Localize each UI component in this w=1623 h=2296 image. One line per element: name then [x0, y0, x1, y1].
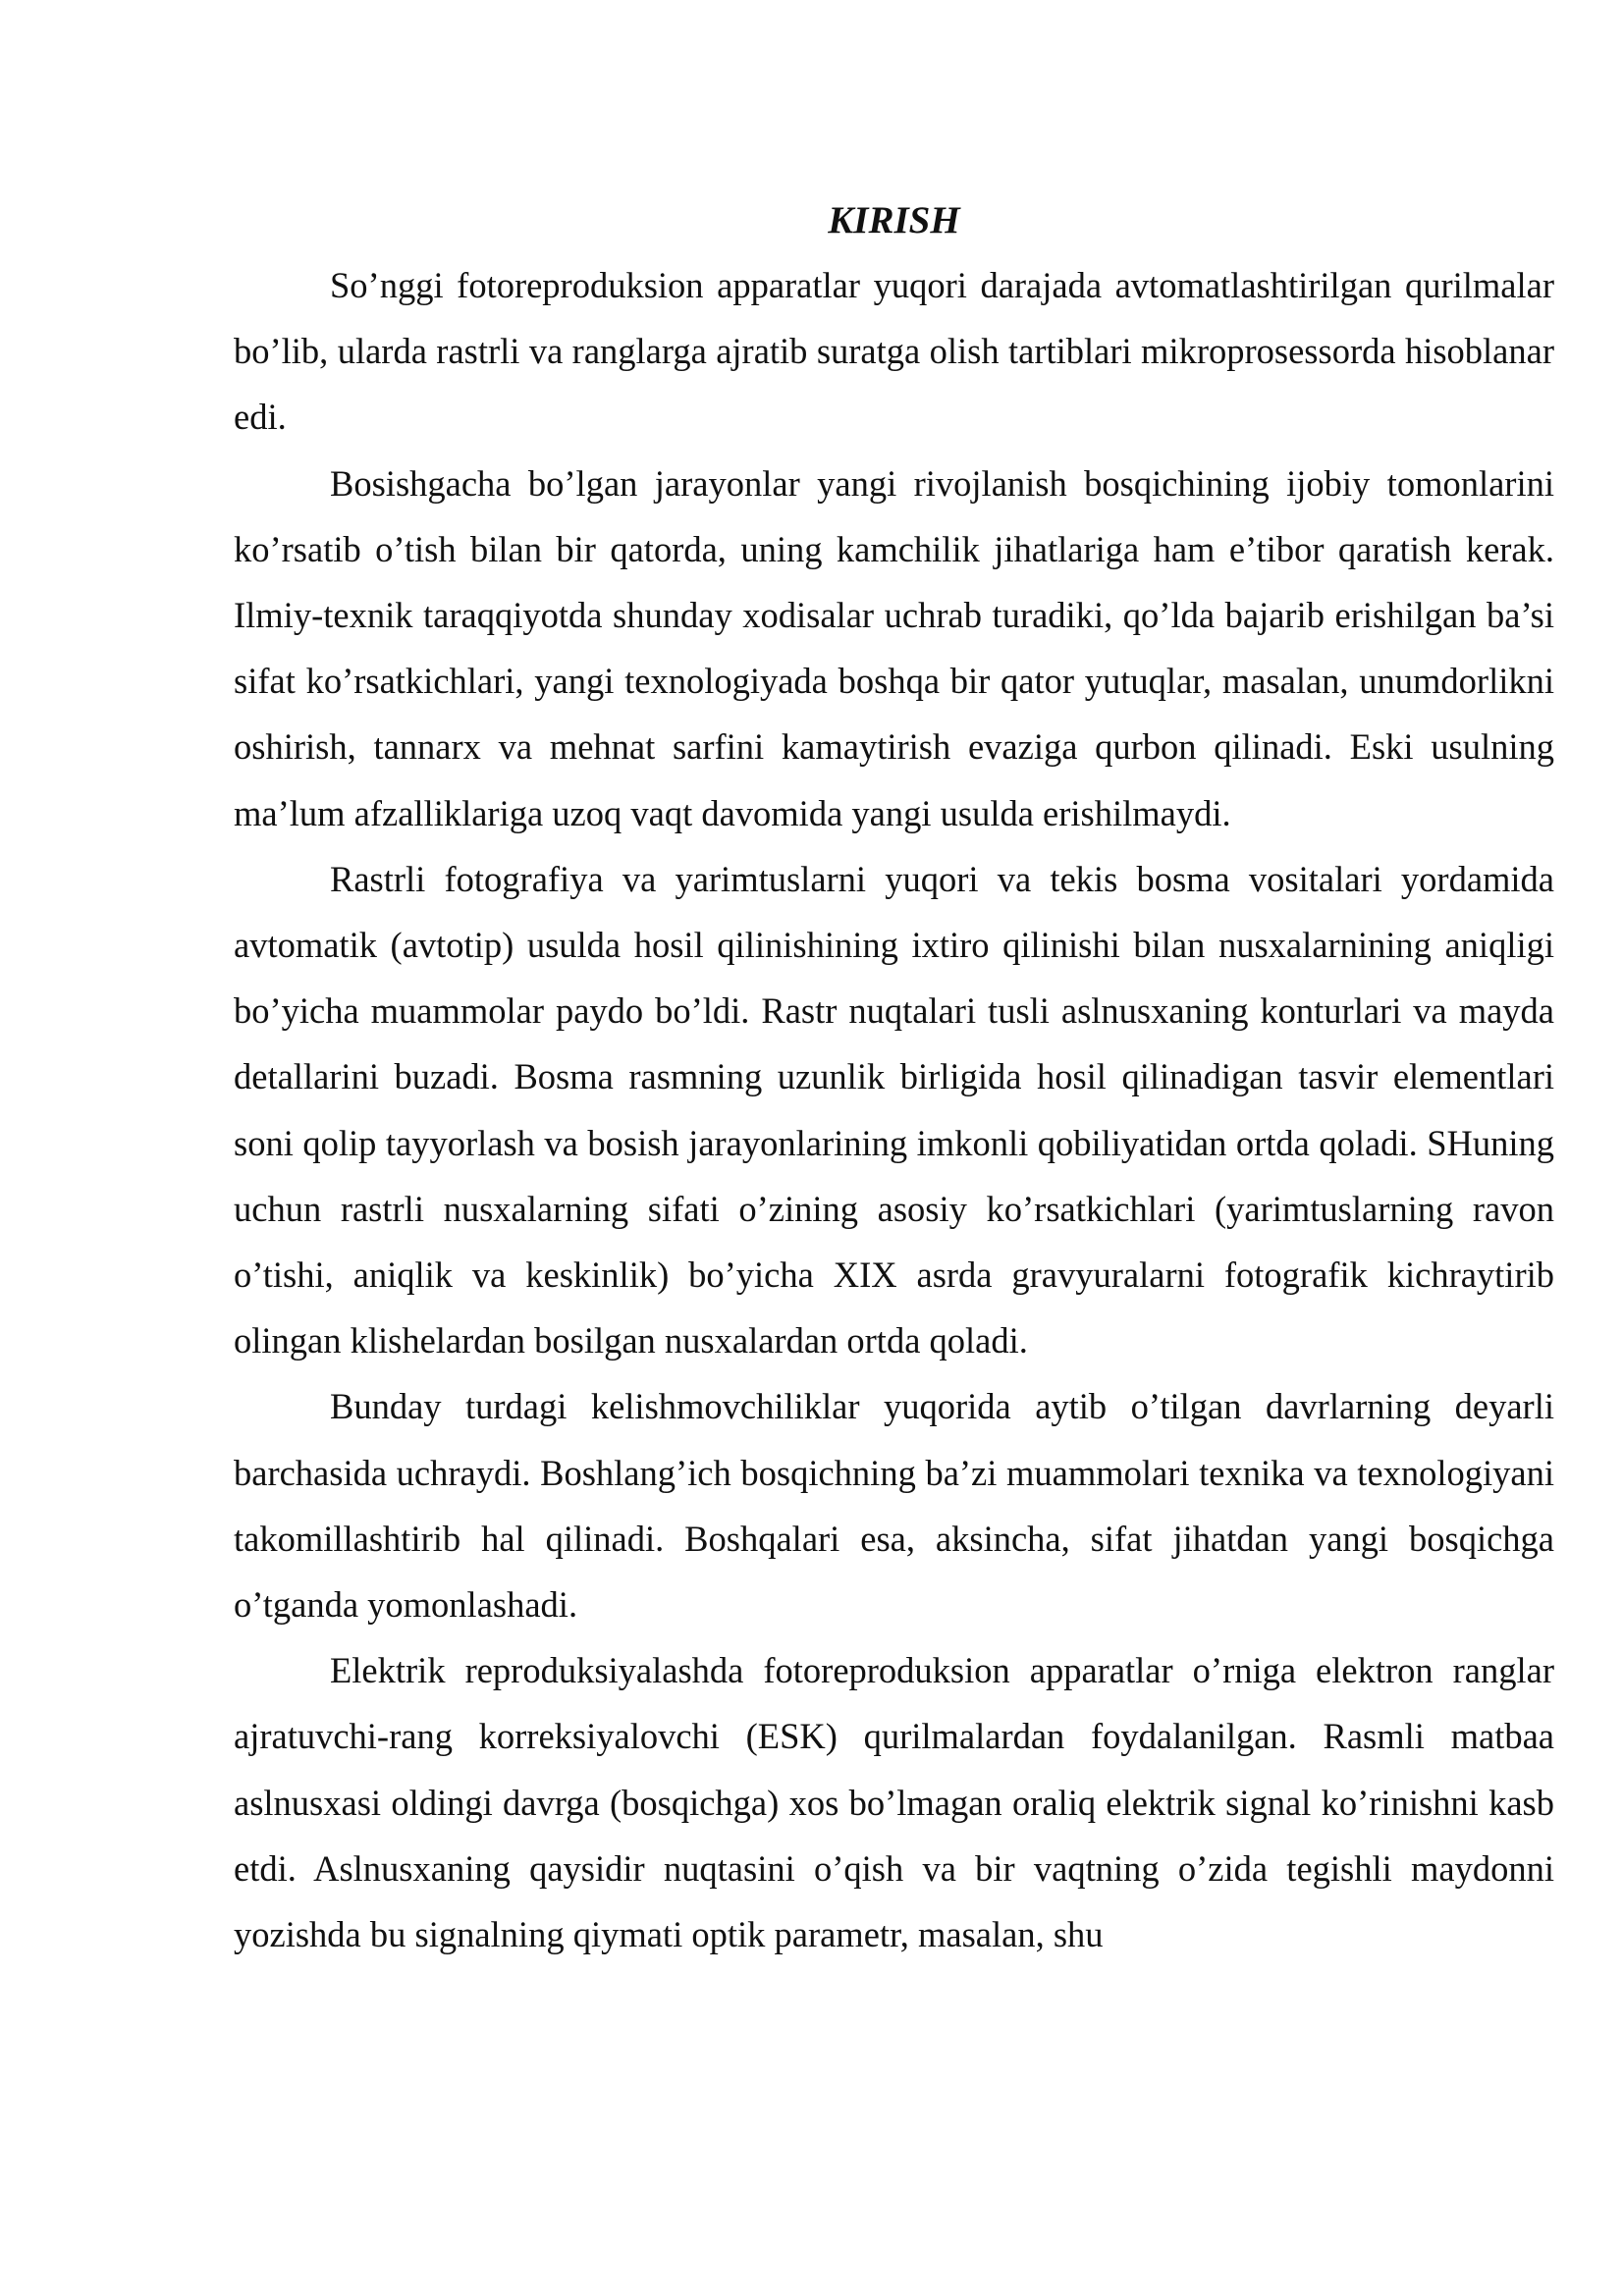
document-page — [234, 191, 1554, 1967]
paragraph: Elektrik reproduksiyalashda fotoreproduksion apparatlar o’rniga elektron ranglar ajratuvchi-rang korreksiyalovchi (ESK) qurilmalardan foydalanilgan. Rasmli matbaa aslnusxasi oldingi davrga (bosqichga) xos bo’lmagan oraliq elektrik signal ko’rinishni kasb etdi. Aslnusxaning qaysidir nuqtasini o’qish va bir vaqtning o’zida tegishli maydonni yozishda bu signalning qiymati optik parametr, masalan, shu — [234, 1650, 1554, 1955]
paragraph: Bosishgacha bo’lgan jarayonlar yangi rivojlanish bosqichining ijobiy tomonlarini ko’rsatib o’tish bilan bir qatorda, uning kamchilik jihatlariga ham e’tibor qaratish kerak. Ilmiy-texnik taraqqiyotda shunday xodisalar uchrab turadiki, qo’lda bajarib erishilgan ba’si sifat ko’rsatkichlari, yangi texnologiyada boshqa bir qator yutuqlar, masalan, unumdorlikni oshirish, tannarx va mehnat sarfini kamaytirish evaziga qurbon qilinadi. Eski usulning ma’lum afzalliklariga uzoq vaqt davomida yangi usulda erishilmaydi. — [234, 462, 1554, 833]
section-title: KIRISH — [828, 199, 960, 241]
paragraph: So’nggi fotoreproduksion apparatlar yuqori darajada avtomatlashtirilgan qurilmalar bo’lib, ularda rastrli va ranglarga ajratib suratga olish tartiblari mikroprosessorda hisoblanar edi. — [234, 265, 1554, 438]
paragraph: Rastrli fotografiya va yarimtuslarni yuqori va tekis bosma vositalari yordamida avtomatik (avtotip) usulda hosil qilinishining ixtiro qilinishi bilan nusxalarnining aniqligi bo’yicha muammolar paydo bo’ldi. Rastr nuqtalari tusli aslnusxaning konturlari va mayda detallarini buzadi. Bosma rasmning uzunlik birligida hosil qilinadigan tasvir elementlari soni qolip tayyorlash va bosish jarayonlarining imkonli qobiliyatidan ortda qoladi. SHuning uchun rastrli nusxalarning sifati o’zining asosiy ko’rsatkichlari (yarimtuslarning ravon o’tishi, aniqlik va keskinlik) bo’yicha XIX asrda gravyuralarni fotografik kichraytirib olingan klishelardan bosilgan nusxalardan ortda qoladi. — [234, 858, 1554, 1362]
paragraph: Bunday turdagi kelishmovchiliklar yuqorida aytib o’tilgan davrlarning deyarli barchasida uchraydi. Boshlang’ich bosqichning ba’zi muammolari texnika va texnologiyani takomillashtirib hal qilinadi. Boshqalari esa, aksincha, sifat jihatdan yangi bosqichga o’tganda yomonlashadi. — [234, 1386, 1554, 1626]
